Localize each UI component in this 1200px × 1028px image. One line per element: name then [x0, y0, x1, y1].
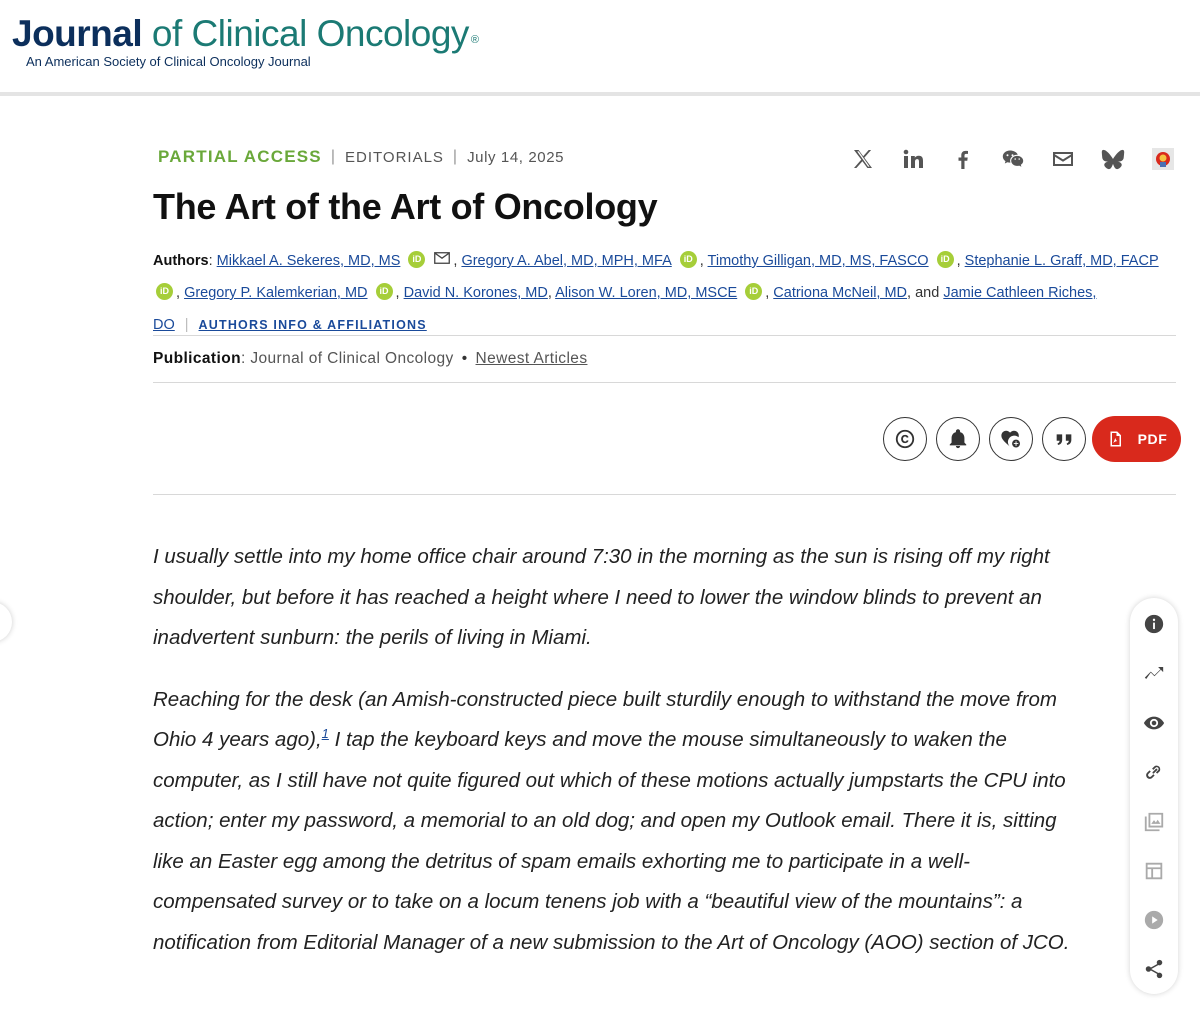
paragraph	[153, 680, 1073, 964]
share-icon[interactable]	[1142, 957, 1166, 981]
author-link[interactable]: Gregory P. Kalemkerian, MD	[184, 285, 368, 301]
alerts-button[interactable]	[936, 417, 980, 461]
author-link[interactable]: Catriona McNeil, MD	[773, 285, 908, 301]
article-category[interactable]: EDITORIALS	[345, 148, 444, 166]
authors-block: Authors: Mikkael A. Sekeres, MD, MS iD , Gregory A. Abel, MD, MPH, MFA iD , Timothy Gilligan, MD, MS, FASCO iD , Stephanie L. Graff, MD, FACP iD , Gregory P. Kalemkerian, MD iD , David N. Korones, MD, Alison W. Loren, MD, MSCE iD , Catriona McNeil, MD, and Jamie Cathleen Riches, DO | AUTHORS INFO & AFFILIATIONS	[153, 244, 1183, 341]
author-link[interactable]: David N. Korones, MD	[403, 285, 548, 301]
bell-icon	[947, 428, 969, 450]
article-body	[153, 537, 1073, 984]
article-tools	[883, 416, 1181, 462]
divider	[153, 494, 1176, 495]
publication-line: Publication: Journal of Clinical Oncology • Newest Articles	[153, 350, 588, 367]
orcid-icon[interactable]: iD	[745, 283, 762, 300]
footnote-reference[interactable]: 1	[321, 726, 329, 742]
favorite-button[interactable]	[989, 417, 1033, 461]
journal-logo[interactable]	[12, 14, 479, 69]
article-title: The Art of the Art of Oncology	[153, 186, 658, 227]
logo-journal-word: Journal	[12, 13, 143, 54]
authors-affiliations-link[interactable]: AUTHORS INFO & AFFILIATIONS	[198, 318, 427, 332]
orcid-icon[interactable]: iD	[376, 283, 393, 300]
orcid-icon[interactable]: iD	[680, 251, 697, 268]
author-link[interactable]: Stephanie L. Graff, MD, FACP	[964, 253, 1159, 269]
affiliations-separator: |	[184, 317, 189, 333]
access-badge: PARTIAL ACCESS	[158, 147, 322, 166]
author-link[interactable]: Mikkael A. Sekeres, MD, MS	[216, 253, 401, 269]
pdf-icon	[1106, 430, 1124, 448]
orcid-icon[interactable]: iD	[937, 251, 954, 268]
mendeley-icon[interactable]	[1148, 144, 1178, 174]
author-link[interactable]: Gregory A. Abel, MD, MPH, MFA	[461, 253, 672, 269]
article-side-rail	[1130, 598, 1178, 994]
copyright-icon	[894, 428, 916, 450]
meta-separator: |	[452, 148, 459, 165]
view-icon[interactable]	[1142, 711, 1166, 735]
meta-separator: |	[330, 148, 336, 165]
email-icon[interactable]	[434, 244, 450, 276]
and-connector: and	[915, 285, 940, 301]
pdf-download-button[interactable]	[1092, 416, 1181, 462]
divider	[153, 382, 1176, 383]
tables-icon[interactable]	[1142, 859, 1166, 883]
logo-title	[12, 14, 479, 54]
header-divider	[0, 92, 1200, 96]
left-edge-tab[interactable]	[0, 602, 12, 642]
heart-plus-icon	[1000, 428, 1022, 450]
figures-icon[interactable]	[1142, 810, 1166, 834]
authors-label: Authors	[153, 253, 209, 269]
newest-articles-link[interactable]: Newest Articles	[475, 350, 588, 367]
publication-journal: Journal of Clinical Oncology	[250, 350, 454, 367]
wechat-icon[interactable]	[998, 144, 1028, 174]
info-icon[interactable]	[1142, 612, 1166, 636]
site-header	[0, 0, 1200, 92]
bluesky-icon[interactable]	[1098, 144, 1128, 174]
share-bar	[848, 144, 1178, 174]
publication-label: Publication	[153, 350, 241, 367]
copyright-button[interactable]	[883, 417, 927, 461]
divider	[153, 335, 1176, 336]
author-link[interactable]: Alison W. Loren, MD, MSCE	[555, 285, 738, 301]
publish-date: July 14, 2025	[467, 148, 565, 166]
x-icon[interactable]	[848, 144, 878, 174]
article-meta	[158, 147, 564, 167]
email-icon[interactable]	[1048, 144, 1078, 174]
link-icon[interactable]	[1142, 760, 1166, 784]
pdf-label: PDF	[1137, 431, 1168, 447]
paragraph: I usually settle into my home office chair around 7:30 in the morning as the sun is rising off my right shoulder, but before it has reached a height where I need to lower the window blinds to prevent an inadvertent sunburn: the perils of living in Miami.	[153, 545, 1050, 649]
logo-rest-words: of Clinical Oncology	[142, 13, 469, 54]
quote-icon	[1053, 428, 1075, 450]
linkedin-icon[interactable]	[898, 144, 928, 174]
bullet-separator: •	[461, 350, 468, 367]
author-link[interactable]: Timothy Gilligan, MD, MS, FASCO	[707, 253, 929, 269]
cite-button[interactable]	[1042, 417, 1086, 461]
logo-registered-mark: ®	[470, 34, 479, 46]
paragraph-text: I tap the keyboard keys and move the mouse simultaneously to waken the computer, as I still have not quite figured out which of these motions actually jumpstarts the CPU into action; enter my password, a memorial to an old dog; and open my Outlook email. There it is, sitting like an Easter egg among the detritus of spam emails exhorting me to participate in a well-compensated survey or to take on a locum tenens job with a “beautiful view of the mountains”: a notification from Editorial Manager of a new submission to the Art of Oncology (AOO) section of JCO.	[153, 728, 1070, 954]
author-link[interactable]: Jamie Cathleen Riches, DO	[153, 285, 1097, 333]
facebook-icon[interactable]	[948, 144, 978, 174]
media-icon[interactable]	[1142, 908, 1166, 932]
orcid-icon[interactable]: iD	[156, 283, 173, 300]
paragraph-text: Reaching for the desk (an Amish-constructed piece built sturdily enough to withstand the move from Ohio 4 years ago),	[153, 687, 1057, 751]
metrics-icon[interactable]	[1142, 661, 1166, 685]
orcid-icon[interactable]: iD	[408, 251, 425, 268]
logo-subtitle: An American Society of Clinical Oncology Journal	[26, 54, 311, 69]
